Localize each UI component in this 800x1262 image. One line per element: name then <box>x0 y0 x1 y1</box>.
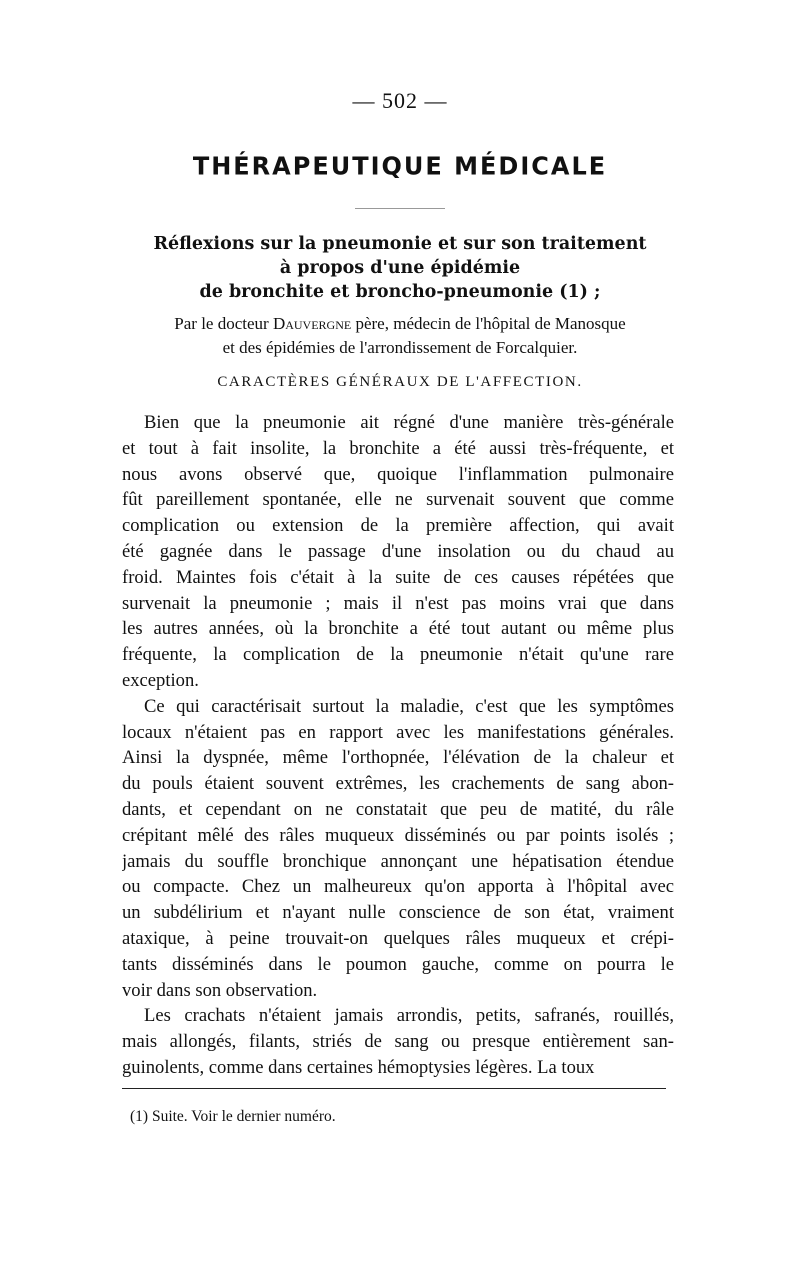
page-number: — 502 — <box>352 88 448 113</box>
byline-suffix: père, médecin de l'hôpital de Manosque <box>355 314 626 333</box>
text-line: du pouls étaient souvent extrêmes, les crachements de sang abon- <box>122 773 674 795</box>
text-line: jamais du souffle bronchique annonçant une hépatisation étendue <box>122 850 674 872</box>
text-line: et tout à fait insolite, la bronchite a été aussi très-fréquente, et <box>122 437 674 459</box>
text-line: Ainsi la dyspnée, même l'orthopnée, l'élévation de la chaleur et <box>122 747 674 769</box>
byline <box>0 312 800 360</box>
text-line: tants disséminés dans le poumon gauche, comme on pourra le <box>122 953 674 975</box>
text-line: ou compacte. Chez un malheureux qu'on apporta à l'hôpital avec <box>122 876 674 898</box>
byline-line-1 <box>0 312 800 336</box>
text-line: survenait la pneumonie ; mais il n'est pas moins vrai que dans <box>122 592 674 614</box>
text-line: dants, et cependant on ne constatait que peu de matité, du râle <box>122 798 674 820</box>
text-line: un subdélirium et n'ayant nulle conscience de son état, vraiment <box>122 902 674 924</box>
text-line: exception. <box>122 669 199 691</box>
text-line: Bien que la pneumonie ait régné d'une manière très-générale <box>144 412 674 433</box>
text-line: guinolents, comme dans certaines hémoptysies légères. La toux <box>122 1056 595 1078</box>
body-text <box>122 410 674 1081</box>
text-line: fût pareillement spontanée, elle ne survenait souvent que comme <box>122 489 674 511</box>
article-title-line: de bronchite et broncho-pneumonie (1) ; <box>199 282 601 302</box>
text-line: froid. Maintes fois c'était à la suite de ces causes répétées que <box>122 566 674 588</box>
footnote-rule <box>122 1088 666 1089</box>
byline-prefix: Par le docteur <box>174 314 269 333</box>
text-line: nous avons observé que, quoique l'inflammation pulmonaire <box>122 463 674 485</box>
text-line: mais allongés, filants, striés de sang ou presque entièrement san- <box>122 1031 674 1053</box>
byline-line-2: et des épidémies de l'arrondissement de Forcalquier. <box>222 338 578 357</box>
subheading: CARACTÈRES GÉNÉRAUX DE L'AFFECTION. <box>217 374 583 390</box>
text-line: fréquente, la complication de la pneumonie n'était qu'une rare <box>122 644 674 666</box>
text-line: Ce qui caractérisait surtout la maladie, c'est que les symptômes <box>144 695 674 717</box>
article-title-line: Réflexions sur la pneumonie et sur son traitement <box>153 234 647 254</box>
text-line: locaux n'étaient pas en rapport avec les manifestations générales. <box>122 721 674 743</box>
text-line: crépitant mêlé des râles muqueux disséminés ou par points isolés ; <box>122 824 674 846</box>
text-line: ataxique, à peine trouvait-on quelques râles muqueux et crépi- <box>122 927 674 949</box>
article-title-line: à propos d'une épidémie <box>279 258 521 278</box>
paragraph <box>122 694 674 1004</box>
text-line: voir dans son observation. <box>122 979 318 1001</box>
heading-rule <box>355 208 445 209</box>
section-heading: THÉRAPEUTIQUE MÉDICALE <box>192 151 608 181</box>
text-line: les autres années, où la bronchite a été tout autant ou même plus <box>122 618 674 640</box>
author-name: Dauvergne <box>272 314 352 333</box>
text-line: complication ou extension de la première affection, qui avait <box>122 515 674 537</box>
paragraph <box>122 1003 674 1080</box>
text-line: Les crachats n'étaient jamais arrondis, petits, safranés, rouillés, <box>144 1005 674 1027</box>
footnote: (1) Suite. Voir le dernier numéro. <box>130 1108 336 1125</box>
article-title <box>0 232 800 304</box>
text-line: été gagnée dans le passage d'une insolation ou du chaud au <box>122 540 674 562</box>
paragraph <box>122 410 674 694</box>
